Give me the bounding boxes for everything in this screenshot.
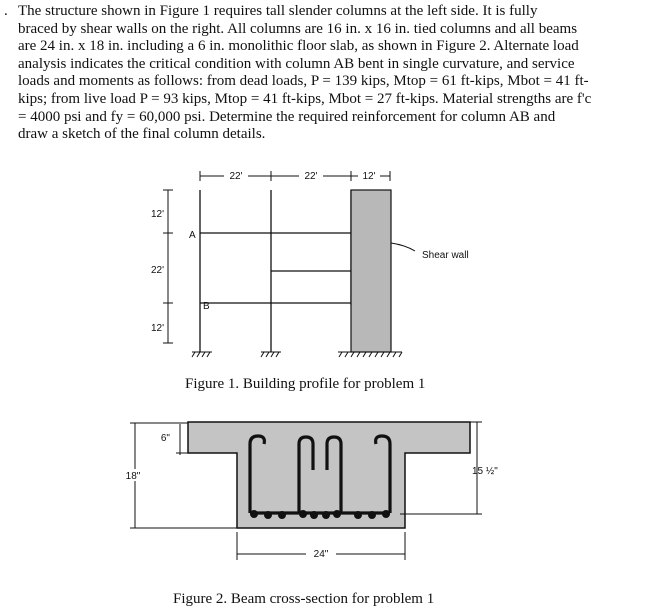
figure-1-caption: Figure 1. Building profile for problem 1 — [185, 376, 426, 392]
node-b-label: B — [203, 301, 210, 312]
story-label-middle: 22' — [151, 265, 165, 276]
story-label-top: 12' — [151, 209, 165, 220]
problem-line: loads and moments as follows: from dead loads, P = 139 kips, Mtop = 61 ft-kips, Mbot = 41 ft- — [18, 73, 589, 90]
problem-line: analysis indicates the critical condition with column AB bent in single curvature, and service — [18, 55, 575, 72]
node-a-label: A — [189, 230, 196, 241]
bay-label-1: 22' — [229, 171, 243, 182]
shear-wall-label: Shear wall — [422, 250, 469, 261]
shear-wall-leader — [391, 243, 415, 251]
problem-line: The structure shown in Figure 1 requires tall slender columns at the left side. It is fully — [18, 3, 538, 19]
bay-label-2: 22' — [304, 171, 318, 182]
shear-wall — [351, 190, 391, 352]
figure-2-caption: Figure 2. Beam cross-section for problem 1 — [173, 591, 435, 607]
beam-depth-label: 18" — [125, 471, 141, 482]
figure-1-building-profile — [150, 165, 510, 370]
problem-line: kips; from live load P = 93 kips, Mtop = 41 ft-kips, Mbot = 27 ft-kips. Material strengths are f'c — [18, 90, 592, 107]
bay-label-3: 12' — [362, 171, 376, 182]
ground-hatch — [192, 352, 402, 357]
story-label-bottom: 12' — [151, 323, 165, 334]
problem-line: are 24 in. x 18 in. including a 6 in. monolithic floor slab, as shown in Figure 2. Alternate load — [18, 38, 579, 55]
figure-2-beam-section — [100, 410, 540, 570]
problem-line: braced by shear walls on the right. All columns are 16 in. x 16 in. tied columns and all beams — [18, 20, 578, 37]
problem-line: = 4000 psi and fy = 60,000 psi. Determine the required reinforcement for column AB and — [18, 108, 556, 125]
slab-thickness-label: 6" — [160, 433, 170, 444]
problem-number: . — [4, 3, 8, 19]
problem-line: draw a sketch of the final column details. — [18, 126, 266, 143]
effective-depth-label: 15 ½" — [472, 466, 498, 477]
beam-width-label: 24" — [313, 549, 329, 560]
problem-statement — [4, 3, 650, 144]
